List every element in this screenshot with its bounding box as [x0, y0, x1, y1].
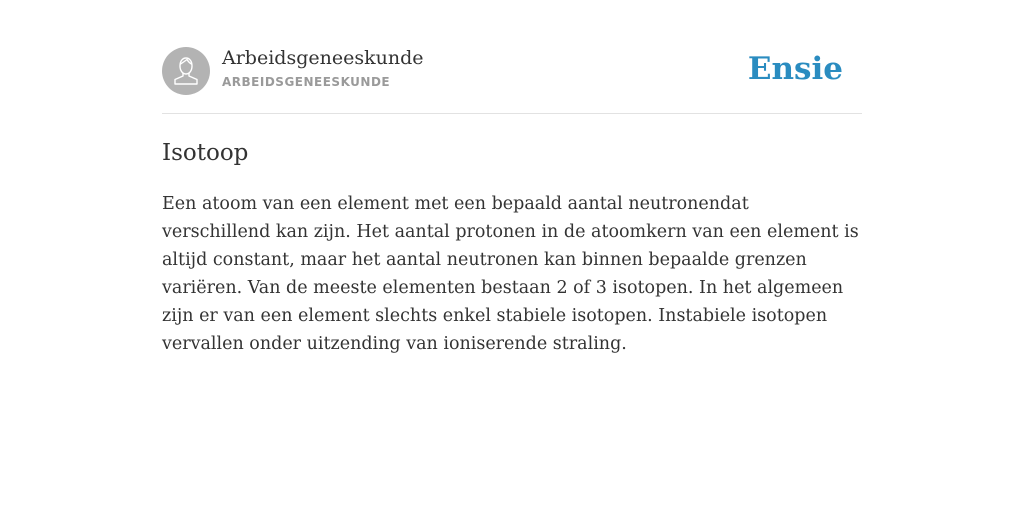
definition-text: Een atoom van een element met een bepaald aantal neutronendat verschillend kan zijn. Het aantal protonen in de atoomkern van een element is altijd constant, maar het aantal neutronen kan binnen bepaalde grenzen variëren. Van de meeste elementen bestaan 2 of 3 isotopen. In het algemeen zijn er van een element slechts enkel stabiele isotopen. Instabiele isotopen vervallen onder uitzending van ioniserende straling.: [162, 194, 859, 354]
author-category: ARBEIDSGENEESKUNDE: [222, 75, 391, 89]
author-name[interactable]: Arbeidsgeneeskunde: [222, 47, 424, 69]
brand-logo[interactable]: Ensie: [747, 51, 843, 87]
author-header: [162, 0, 862, 114]
page-content: [162, 0, 862, 354]
avatar[interactable]: [162, 47, 210, 95]
user-silhouette-icon: [162, 47, 210, 95]
page-title: Isotoop: [162, 140, 249, 166]
